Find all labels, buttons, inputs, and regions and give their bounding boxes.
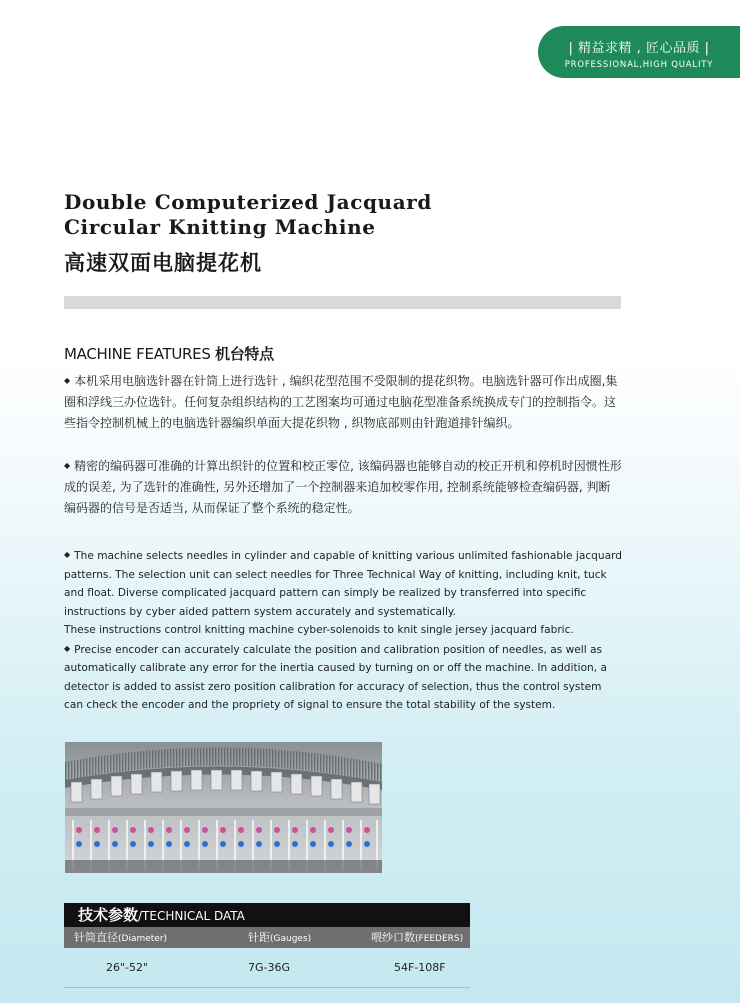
slogan-cn: | 精益求精 , 匠心品质 |	[568, 41, 710, 56]
machine-photo	[65, 742, 382, 873]
divider-bar	[64, 296, 621, 309]
machine-photo-illustration	[65, 742, 382, 873]
slogan-tag	[538, 26, 740, 78]
feature-en-paragraph-3: ◆ Precise encoder can accurately calculate the position and calibration position of needles, as well as automatically calibrate any error for the inertia caused by turning on or off the machine. In addition, a detector is added to assist zero position calibration for accuracy of selection, thus the control system can check the encoder and the propriety of signal to ensure the total stability of the system.	[64, 643, 607, 711]
column-diameter: 针筒直径(Diameter)	[74, 931, 168, 944]
technical-data-title-en: /TECHNICAL DATA	[138, 909, 245, 923]
bullet-icon: ◆	[64, 461, 71, 470]
title-en-line1: Double Computerized Jacquard	[64, 190, 432, 214]
feature-cn-paragraph-1: ◆ 本机采用电脑选针器在针筒上进行选针 , 编织花型范围不受限制的提花织物。电脑选针器可作出成圈,集圈和浮线三办位选针。任何复杂组织结构的工艺图案均可通过电脑花型准备系统换成专门的控制指令。这些指令控制机械上的电脑选针器编织单面大提花织物 , 织物底部则由针跑道排针编织。	[64, 374, 618, 430]
feature-cn-paragraph-2: ◆ 精密的编码器可准确的计算出织针的位置和校正零位, 该编码器也能够自动的校正开机和停机时因惯性形成的误差, 为了选针的准确性, 另外还增加了一个控制器来追加校零作用, 控制系统能够检查编码器, 判断编码器的信号是否适当, 从而保证了整个系统的稳定性。	[64, 459, 622, 515]
feature-en-paragraph-1: ◆ The machine selects needles in cylinder and capable of knitting various unlimited fashionable jacquard patterns. The selection unit can select needles for Three Technical Way of knitting, including knit, tuck and float. Diverse complicated jacquard pattern can simply be realized by transferred into specific instructions by cyber aided pattern system accurately and systematically.	[64, 550, 623, 618]
feature-en-paragraph-2: These instructions control knitting machine cyber-solenoids to knit single jersey jacquard fabric.	[64, 624, 574, 636]
technical-data-columns	[64, 927, 470, 948]
features-heading-cn: 机台特点	[215, 345, 274, 363]
bullet-icon: ◆	[64, 376, 71, 385]
features-heading	[64, 343, 274, 364]
title-cn: 高速双面电脑提花机	[64, 251, 262, 275]
value-diameter: 26"-52"	[106, 961, 149, 974]
bullet-icon: ◆	[64, 550, 71, 559]
title-en	[64, 190, 464, 240]
slogan-en: PROFESSIONAL,HIGH QUALITY	[564, 60, 714, 70]
column-feeders: 喂纱口数(FEEDERS)	[371, 931, 464, 944]
value-gauges: 7G-36G	[248, 961, 291, 974]
feature-en-block	[64, 546, 622, 715]
features-heading-en: MACHINE FEATURES	[64, 345, 211, 363]
bullet-icon: ◆	[64, 643, 71, 653]
title-en-line2: Circular Knitting Machine	[64, 215, 376, 239]
technical-data-table	[64, 903, 470, 988]
technical-data-title-cn: 技术参数	[78, 906, 139, 924]
value-feeders: 54F-108F	[394, 961, 446, 974]
technical-data-header	[64, 903, 470, 927]
column-gauges: 针距(Gauges)	[248, 931, 312, 944]
table-row	[64, 948, 470, 988]
